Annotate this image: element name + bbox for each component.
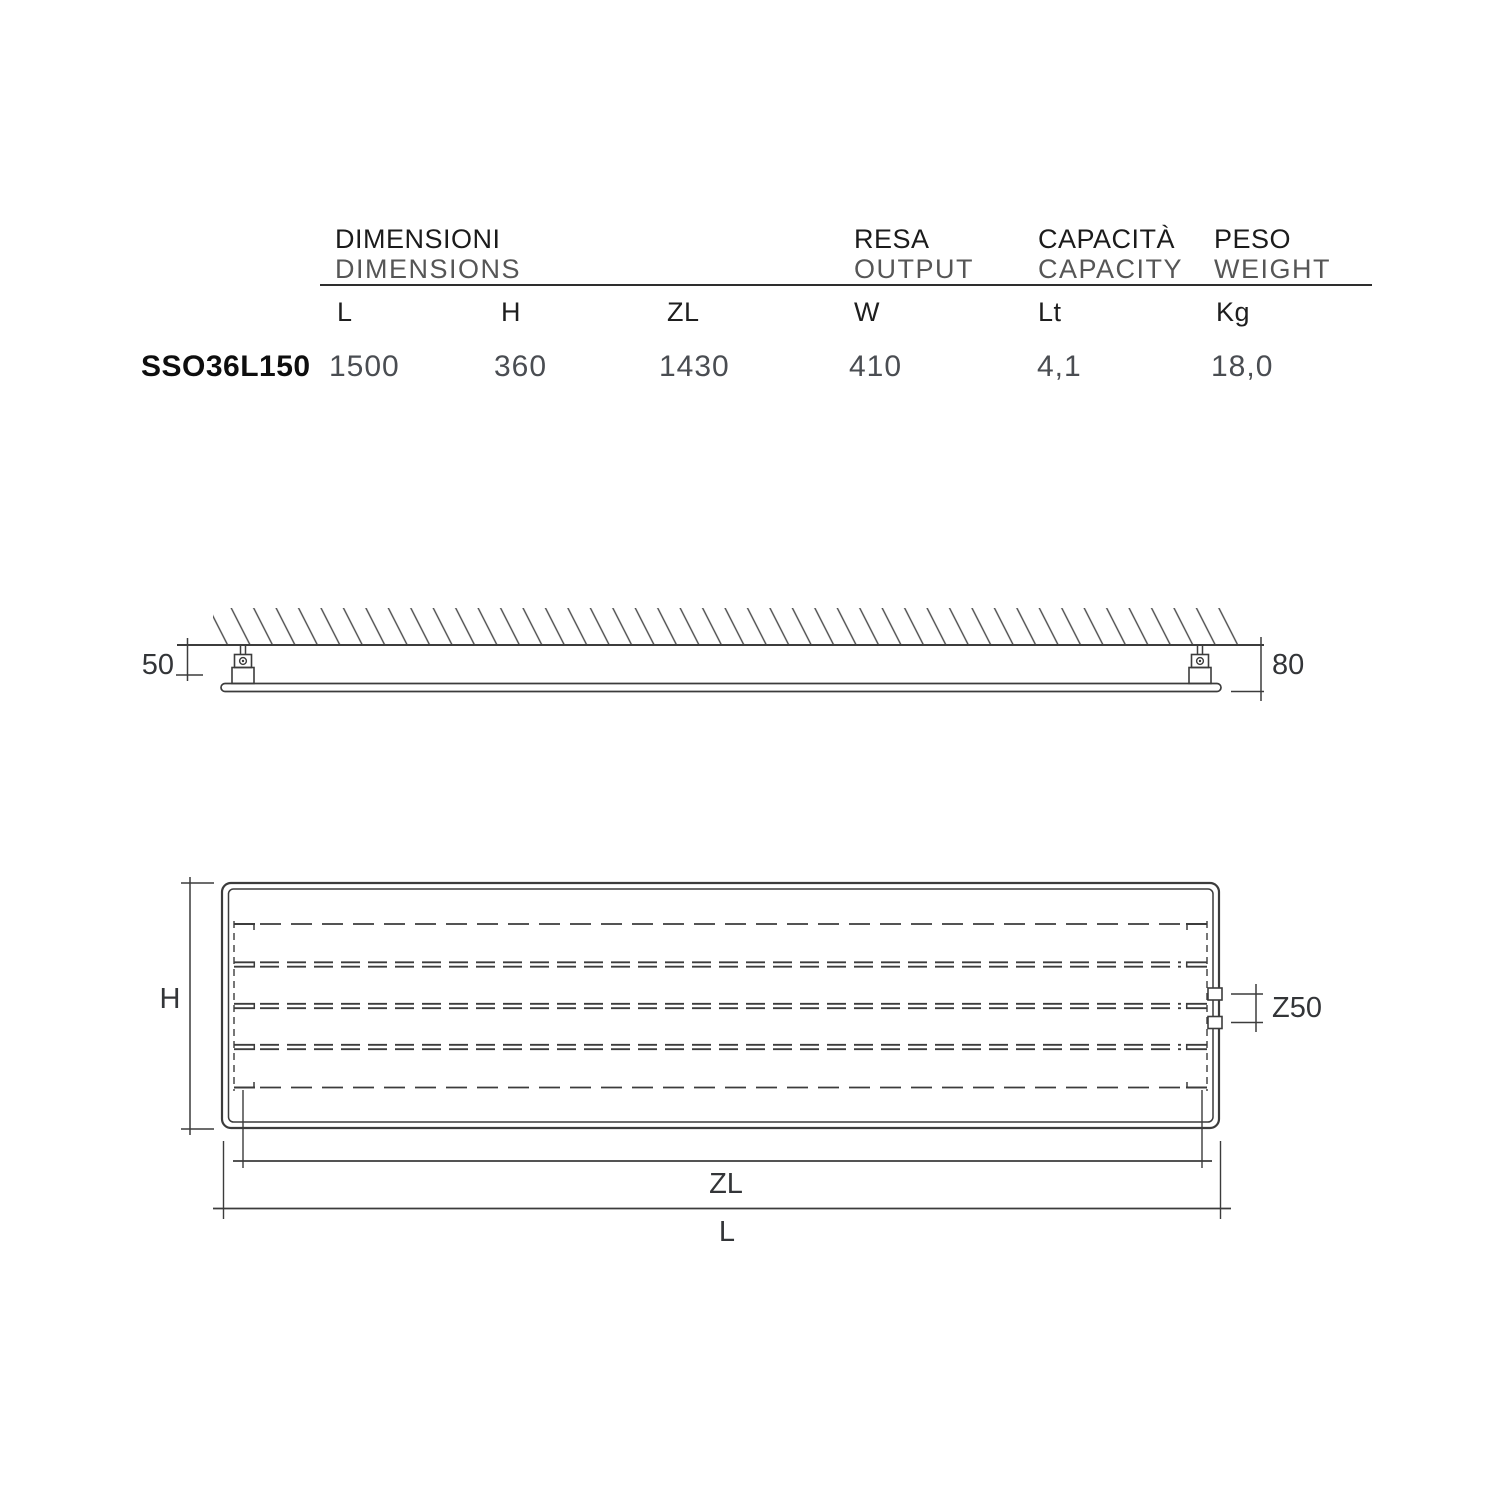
column-header-ZL: ZL: [667, 297, 700, 327]
column-header-Lt: Lt: [1038, 297, 1062, 327]
bracket-screw-center: [1199, 660, 1201, 662]
value-zl: 1430: [659, 350, 730, 383]
radiator-body-profile: [221, 684, 1221, 692]
dim-total-depth-label: 80: [1272, 649, 1305, 681]
bracket-lower-block: [232, 668, 254, 684]
group-label-secondary: WEIGHT: [1214, 254, 1331, 284]
dim-height-label: H: [159, 983, 181, 1015]
dim-total-length-label: L: [718, 1216, 736, 1248]
tube-row: [234, 1044, 1207, 1050]
tube-row: [234, 1003, 1207, 1009]
tube-row: [234, 1082, 1207, 1088]
dim-hanger-span: [233, 1090, 1212, 1200]
bracket-lower-block: [1189, 668, 1211, 684]
radiator-outer-frame: [222, 883, 1219, 1128]
dim-total-depth: [1231, 637, 1304, 701]
dim-height: [160, 877, 214, 1135]
front-view-drawing: [160, 877, 1322, 1248]
value-length: 1500: [329, 350, 400, 383]
value-output: 410: [849, 350, 903, 383]
column-header-L: L: [337, 297, 353, 327]
side-view-drawing: [142, 608, 1305, 701]
group-label-primary: PESO: [1214, 224, 1292, 254]
column-header-Kg: Kg: [1216, 297, 1251, 327]
group-label-secondary: OUTPUT: [854, 254, 974, 284]
value-height: 360: [494, 350, 548, 383]
mounting-bracket-left: [232, 645, 254, 684]
mounting-bracket-right: [1189, 645, 1211, 684]
dim-wall-gap-label: 50: [141, 649, 174, 681]
group-label-primary: CAPACITÀ: [1038, 224, 1176, 254]
bracket-screw-center: [242, 660, 244, 662]
wall-hatch: [213, 608, 1238, 645]
dim-hanger-span-label: ZL: [709, 1168, 743, 1200]
column-header-W: W: [854, 297, 880, 327]
group-label-primary: DIMENSIONI: [335, 224, 501, 254]
connection-tab-top: [1208, 988, 1222, 1000]
tube-row: [234, 924, 1207, 930]
group-label-primary: RESA: [854, 224, 930, 254]
radiator-inner-frame: [229, 889, 1214, 1122]
value-capacity: 4,1: [1037, 350, 1082, 383]
group-label-secondary: CAPACITY: [1038, 254, 1184, 284]
group-label-secondary: DIMENSIONS: [335, 254, 522, 284]
dim-connection-spacing-label: Z50: [1272, 992, 1322, 1024]
column-header-H: H: [501, 297, 521, 327]
dim-connection-spacing: [1231, 984, 1322, 1032]
connection-tab-bottom: [1208, 1017, 1222, 1029]
tube-row: [234, 962, 1207, 968]
product-model-code: SSO36L150: [141, 350, 311, 383]
value-weight: 18,0: [1211, 350, 1274, 383]
